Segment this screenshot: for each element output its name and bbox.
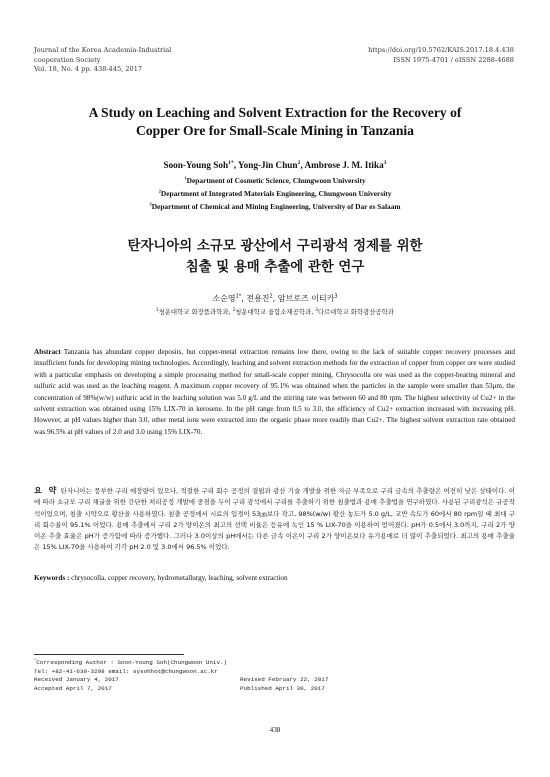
title-line1: A Study on Leaching and Solvent Extraction for the Recovery of <box>88 105 462 120</box>
korean-author-name: 암브로즈 이티카 <box>277 294 335 303</box>
author-list: Soon-Young Soh$^{1*}$, Yong-Jin Chun$^2$, Ambrose J. M. Itika$^3$ <box>163 159 387 170</box>
author-sup: 2 <box>297 159 301 166</box>
affiliation-sup: 2 <box>232 306 236 312</box>
issn: ISSN 1975-4701 / eISSN 2288-4688 <box>393 55 514 64</box>
korean-abstract-section <box>34 485 515 554</box>
page-number: 438 <box>269 726 281 734</box>
accepted-date: Accepted April 7, 2017 <box>34 684 112 692</box>
published-date: Published April 30, 2017 <box>240 684 325 692</box>
abstract-label: Abstract <box>34 348 61 356</box>
author-sup: 2 <box>269 293 273 300</box>
abstract-text: Tanzania has abundant copper deposits, but copper-metal extraction remains low there, owing to the lack of suitable copper recovery processes and insufficient funds for developing mining technologies. Accordingly, leaching and solvent extraction methods for the extraction of copper from copper ore were studied with a particular emphasis on developing a simple processing method for small-scale copper mining. Chrysocolla ore was used as the copper-bearing mineral and sulfuric acid was used as the leaching reagent. A maximum copper recovery of 95.1% was obtained when the particles in the sample were smaller than 53μm, the concentration of 98%(w/w) sulfuric acid in the leaching solution was 5.0 g/L and the stirring rate was between 60 and 80 rpm. The highest selectivity of Cu2+ in the solvent extraction was obtained using 15% LIX-70 in kerosene. In the pH range from 0.5 to 3.0, the efficiency of Cu2+ extraction increased with increasing pH. However, at pH values higher than 3.0, other metal ions were extracted into the organic phase more readily than Cu2+. The highest solvent extraction rate obtained was 96.5% at pH values of 2.0 and 3.0 using 15% LIX-70. <box>34 348 516 436</box>
affiliation-sup: 2 <box>158 188 161 194</box>
korean-affiliation-text: 청운대학교 화장품과학과 <box>158 308 229 316</box>
keywords-section <box>34 574 515 582</box>
author-sup: 1* <box>235 293 242 300</box>
korean-abstract-label: 요 약 <box>34 486 59 495</box>
abstract-section <box>34 347 515 438</box>
title-line2: Copper Ore for Small-Scale Mining in Tanzania <box>136 123 414 138</box>
korean-title-line2: 침출 및 용매 추출에 관한 연구 <box>185 260 365 275</box>
author-name: Yong-Jin Chun <box>238 160 298 170</box>
korean-abstract-text: 탄자니아는 풍부한 구리 매장량이 있으나, 적절한 구리 회수 공정의 결핍과 광산 기술 개발을 위한 자금 부족으로 구리 금속의 추출량은 여전히 낮은 상태이다. 이에 따라 소규모 구리 채굴을 위한 간단한 처리공정 개발에 중점을 두어 구리 광석에서 구리를 추출하기 위한 침출법과 용매 추출법을 연구하였다. 사용된 구리광석은 규공작석이었으며, 침출 시약으로 황산을 사용하였다. 침출 공정에서 시료의 입경이 53㎛보다 작고, 98%(w/w) 황산 농도가 5.0 g/L, 교반 속도가 60에서 80 rpm일 때 최대 구리 회수율이 95.1% 이었다. 용매 추출에서 구리 2가 양이온의 최고의 선택 비율은 등유에 녹인 15 % LIX-70을 이용하여 얻어졌다. pH가 0.5에서 3.0까지, 구리 2가 양이온 추출 효율은 pH가 증가함에 따라 증가했다. 그러나 3.0이상의 pH에서는 다른 금속 이온이 구리 2가 양이온보다 유기용매로 더 많이 추출되었다. 최고의 용매 추출율은 15% LIX-70을 사용하여 각각 pH 2.0 및 3.0에서 96.5% 이었다. <box>34 487 515 552</box>
author-sup: 3 <box>334 293 338 300</box>
footnote <box>34 659 515 693</box>
korean-affiliations: $^1$청운대학교 화장품과학과, $^2$청운대학교 융합소재공학과, $^3$다르대학교 화학광산공학과 <box>156 306 394 316</box>
affiliation-1 <box>40 176 510 185</box>
affiliation-2 <box>40 189 510 198</box>
paper-title <box>40 104 510 140</box>
received-date: Received January 4, 2017 <box>34 676 119 684</box>
author-name: Soon-Young Soh <box>163 160 229 170</box>
dates-row-2 <box>34 685 515 694</box>
footnote-divider <box>34 654 184 655</box>
korean-author-name: 소순영 <box>212 294 236 303</box>
journal-volume: Vol. 18, No. 4 pp. 438-445, 2017 <box>34 65 143 73</box>
revised-date: Revised February 22, 2017 <box>240 676 329 684</box>
author-sup: 3 <box>383 159 387 166</box>
korean-affiliation-text: 청운대학교 융합소재공학과 <box>235 308 312 316</box>
affiliation-sup: 1 <box>184 175 187 181</box>
corresponding-author <box>34 659 515 668</box>
author-name: Ambrose J. M. Itika <box>304 160 384 170</box>
journal-name-line2: cooperation Society <box>34 55 101 64</box>
affiliation-text: Department of Chemical and Mining Engineering, University of Dar es Salaam <box>151 202 401 211</box>
korean-title <box>40 236 510 278</box>
dates-row-1 <box>34 676 515 685</box>
affiliation-sup: 3 <box>315 306 318 312</box>
korean-author-name: 전용진 <box>246 294 270 303</box>
affiliation-text: Department of Cosmetic Science, Chungwoon University <box>186 176 366 185</box>
journal-header <box>34 46 171 75</box>
korean-title-line1: 탄자니아의 소규모 광산에서 구리광석 정제를 위한 <box>127 239 423 254</box>
affiliation-sup: 3 <box>149 201 152 207</box>
corresponding-mark: * <box>34 659 37 664</box>
contact-info: Tel: +82-41-630-3298 email: sysohhot@chungwoon.ac.kr <box>34 667 218 675</box>
doi-link[interactable]: https://doi.org/10.5762/KAIS.2017.18.4.438 <box>368 46 514 54</box>
affiliation-text: Department of Integrated Materials Engineering, Chungwoon University <box>160 189 392 198</box>
keywords-label: Keywords : <box>34 574 70 582</box>
affiliation-3 <box>40 202 510 211</box>
korean-affiliation-text: 다르대학교 화학광산공학과 <box>317 308 394 316</box>
affiliation-sup: 1 <box>156 306 159 312</box>
keywords-text: chrysocolla, copper recovery, hydrometallurgy, leaching, solvent extraction <box>71 574 288 582</box>
author-sup: 1* <box>228 159 234 166</box>
corresponding-author-text: Corresponding Author : Soon-Young Soh(Chungwoon Univ.) <box>36 659 228 666</box>
doi-header <box>368 46 514 65</box>
korean-author-list: 소순영$^{1*}$, 전용진$^2$, 암브로즈 이티카$^3$ <box>212 293 338 303</box>
journal-name-line1: Journal of the Korea Academia-Industrial <box>34 46 172 54</box>
